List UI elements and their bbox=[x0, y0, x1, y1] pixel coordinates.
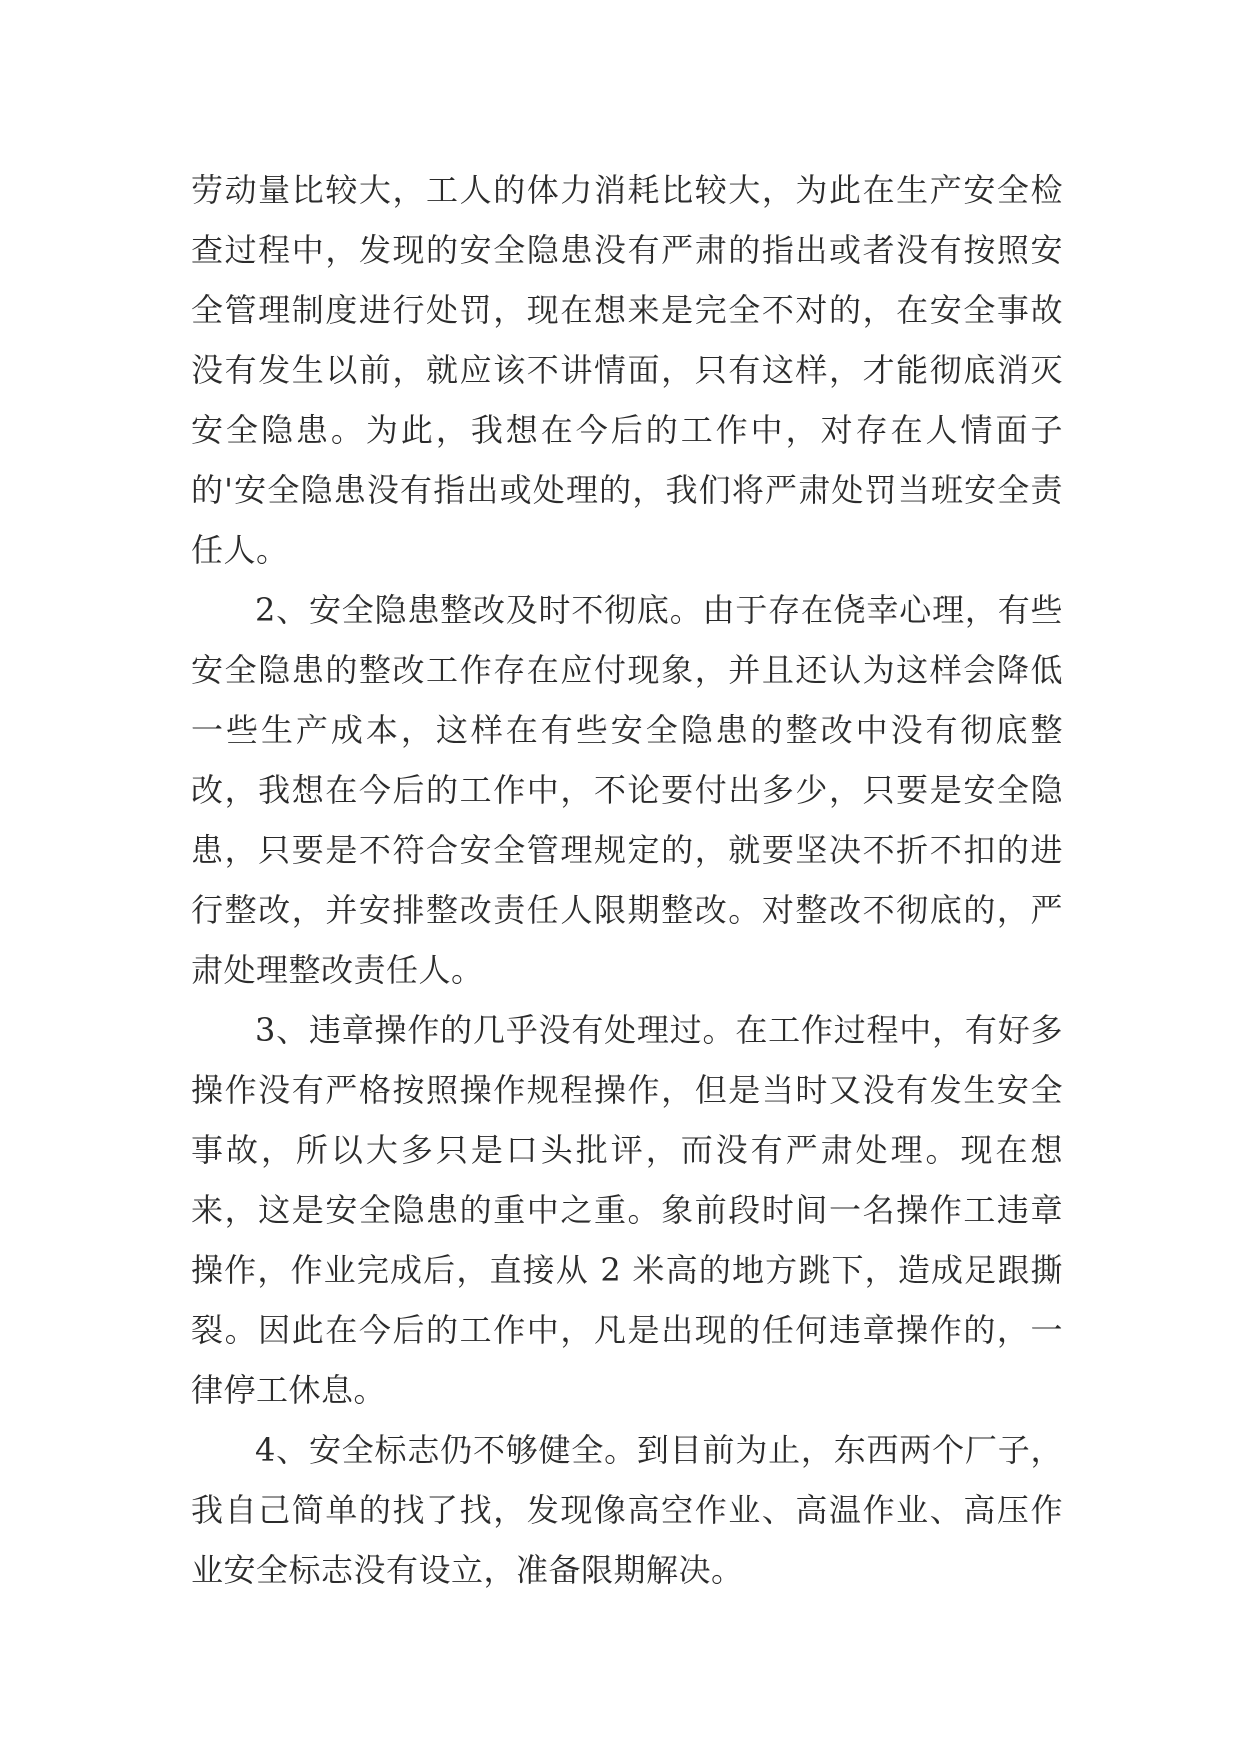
paragraph-item-3: 3、违章操作的几乎没有处理过。在工作过程中，有好多操作没有严格按照操作规程操作，但是当时又没有发生安全事故，所以大多只是口头批评，而没有严肃处理。现在想来，这是安全隐患的重中之重。象前段时间一名操作工违章操作，作业完成后，直接从 2 米高的地方跳下，造成足跟撕裂。因此在今后的工作中，凡是出现的任何违章操作的，一律停工休息。 bbox=[191, 1011, 1063, 1409]
document-body bbox=[191, 160, 1063, 1600]
paragraph-continuation: 劳动量比较大，工人的体力消耗比较大，为此在生产安全检查过程中，发现的安全隐患没有严肃的指出或者没有按照安全管理制度进行处罚，现在想来是完全不对的，在安全事故没有发生以前，就应该不讲情面，只有这样，才能彻底消灭安全隐患。为此，我想在今后的工作中，对存在人情面子的'安全隐患没有指出或处理的，我们将严肃处罚当班安全责任人。 bbox=[191, 171, 1063, 569]
paragraph-item-2: 2、安全隐患整改及时不彻底。由于存在侥幸心理，有些安全隐患的整改工作存在应付现象，并且还认为这样会降低一些生产成本，这样在有些安全隐患的整改中没有彻底整改，我想在今后的工作中，不论要付出多少，只要是安全隐患，只要是不符合安全管理规定的，就要坚决不折不扣的进行整改，并安排整改责任人限期整改。对整改不彻底的，严肃处理整改责任人。 bbox=[191, 591, 1063, 989]
paragraph-item-4: 4、安全标志仍不够健全。到目前为止，东西两个厂子，我自己简单的找了找，发现像高空作业、高温作业、高压作业安全标志没有设立，准备限期解决。 bbox=[191, 1431, 1063, 1589]
